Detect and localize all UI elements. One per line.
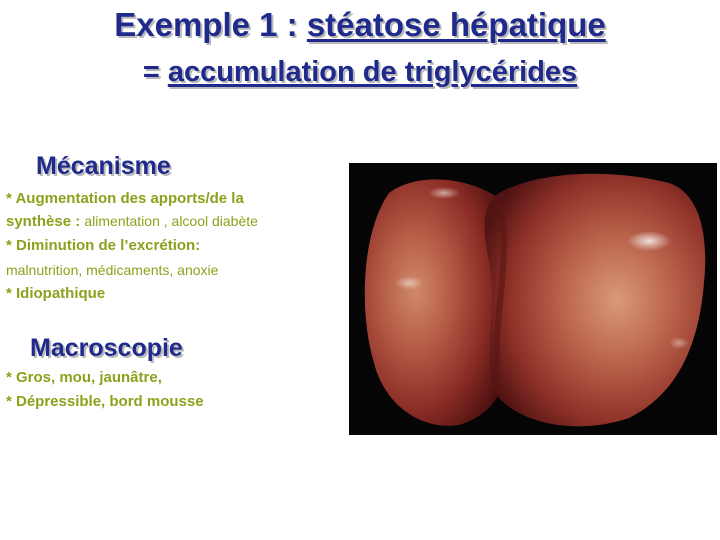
mecanisme-item-2-bold: synthèse :	[6, 213, 85, 230]
liver-photograph	[349, 163, 717, 435]
highlight-3	[428, 187, 460, 199]
macroscopie-heading: Macroscopie	[30, 334, 183, 362]
subtitle-underlined: accumulation de triglycérides	[167, 56, 578, 88]
mecanisme-item-2	[6, 213, 258, 230]
title-prefix: Exemple 1 :	[114, 6, 307, 43]
title-underlined: stéatose hépatique	[306, 6, 606, 43]
macroscopie-item-2: * Dépressible, bord mousse	[6, 393, 204, 410]
mecanisme-item-2-normal: alimentation , alcool diabète	[84, 213, 258, 229]
macroscopie-item-1: * Gros, mou, jaunâtre,	[6, 369, 162, 386]
highlight-4	[669, 337, 689, 349]
mecanisme-heading: Mécanisme	[36, 152, 171, 180]
slide-title-line2	[0, 56, 720, 89]
mecanisme-item-5: * Idiopathique	[6, 285, 106, 302]
mecanisme-item-1: * Augmentation des apports/de la	[6, 190, 244, 207]
highlight-2	[395, 276, 423, 290]
mecanisme-item-3: * Diminution de l’excrétion:	[6, 237, 201, 254]
highlight-1	[627, 231, 671, 251]
subtitle-prefix: =	[142, 56, 168, 88]
slide-title-line1	[0, 6, 720, 44]
mecanisme-item-4: malnutrition, médicaments, anoxie	[6, 262, 219, 278]
